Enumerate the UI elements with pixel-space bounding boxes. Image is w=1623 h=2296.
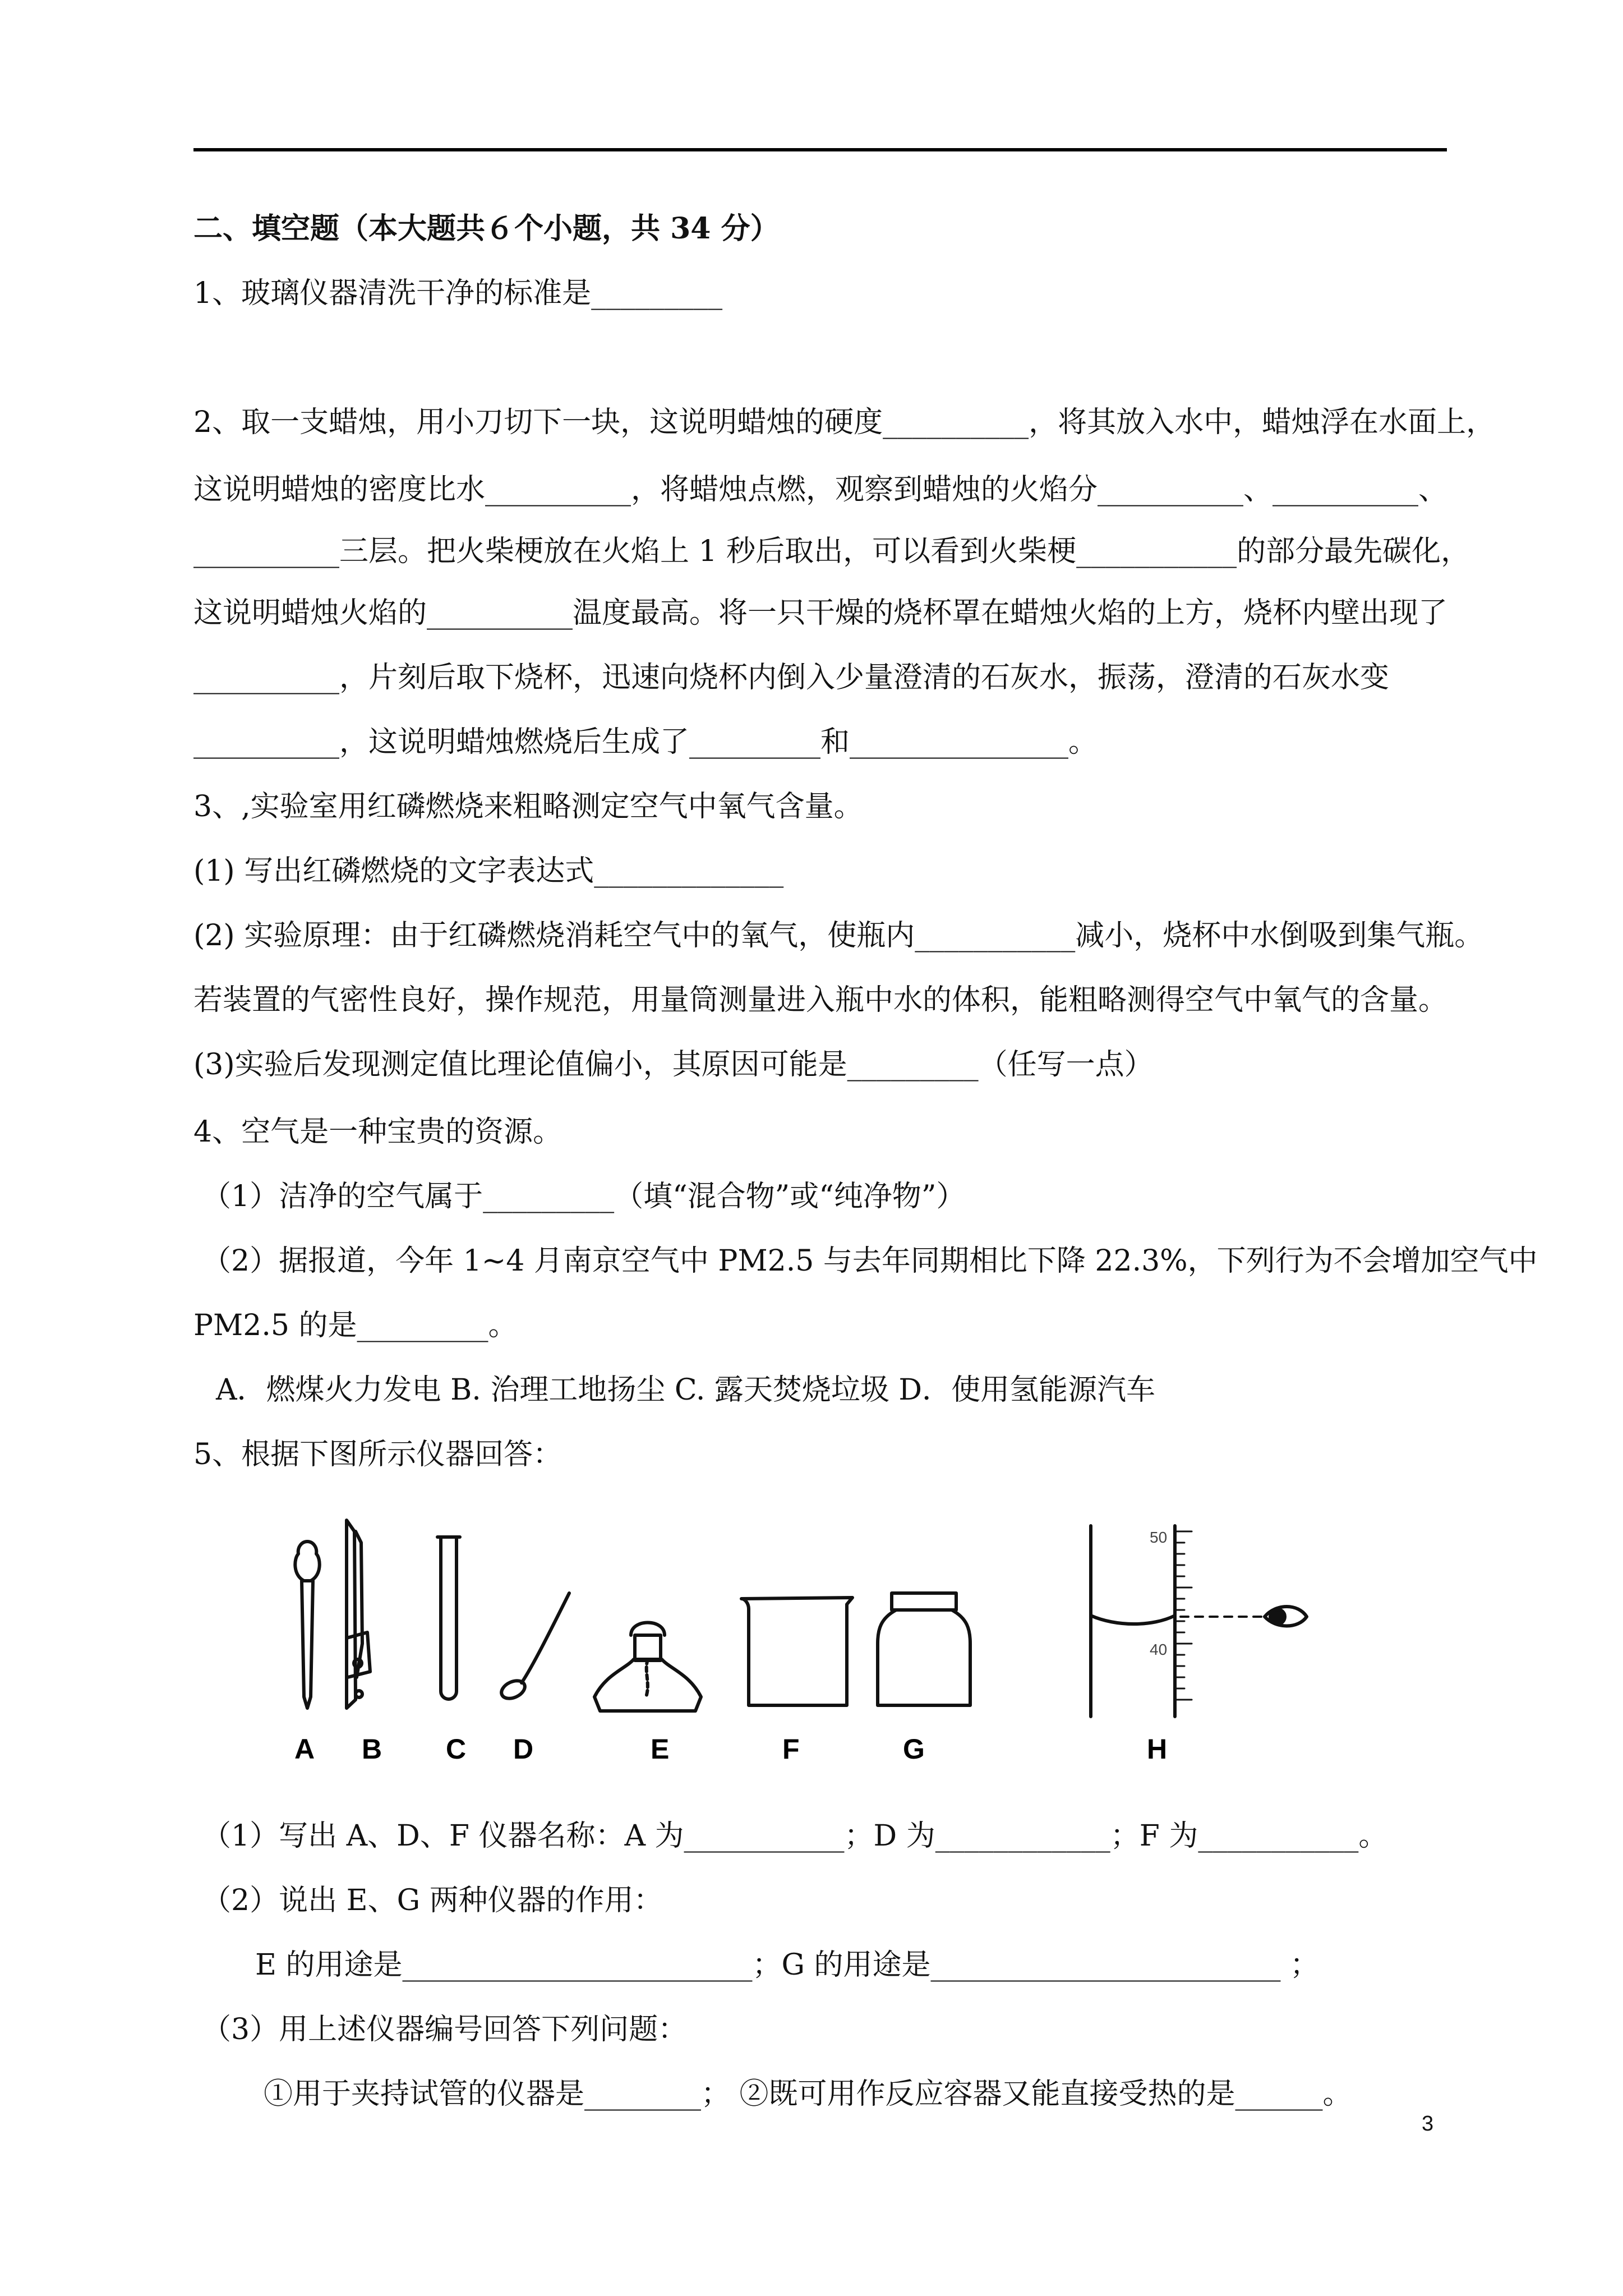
question-2-line-1: 2、取一支蜡烛，用小刀切下一块，这说明蜡烛的硬度__________，将其放入水中，蜡烛浮在水面上， xyxy=(193,406,1496,439)
question-4-options: A．燃煤火力发电 B. 治理工地扬尘 C. 露天焚烧垃圾 D．使用氢能源汽车 xyxy=(216,1373,1156,1407)
test-tube-holder-icon xyxy=(347,1520,370,1708)
question-4-part-1: （1）洁净的空气属于_________（填“混合物”或“纯净物”） xyxy=(202,1180,966,1213)
cylinder-tick-50: 50 xyxy=(1150,1529,1168,1546)
beaker-icon xyxy=(741,1598,852,1705)
label-a: A xyxy=(294,1733,315,1765)
section-title: 二、填空题（本大题共６个小题，共 34 分） xyxy=(193,211,780,246)
label-f: F xyxy=(782,1733,800,1765)
question-5-part-2: （2）说出 E、G 两种仪器的作用： xyxy=(202,1884,663,1917)
question-2-line-5: __________，片刻后取下烧杯，迅速向烧杯内倒入少量澄清的石灰水，振荡，澄清的石灰水变 xyxy=(193,661,1390,694)
question-5-part-1: （1）写出 A、D、F 仪器名称：A 为___________；D 为____________；F 为___________。 xyxy=(202,1819,1388,1853)
label-d: D xyxy=(513,1733,534,1765)
question-2-line-6: __________，这说明蜡烛燃烧后生成了_________和_______________。 xyxy=(193,725,1098,759)
question-2-line-2: 这说明蜡烛的密度比水__________，将蜡烛点燃，观察到蜡烛的火焰分__________、__________、 xyxy=(193,473,1448,507)
label-e: E xyxy=(651,1733,670,1765)
question-3-part-1: (1) 写出红磷燃烧的文字表达式_____________ xyxy=(193,854,784,888)
question-4-intro: 4、空气是一种宝贵的资源。 xyxy=(193,1115,562,1149)
question-3-part-2b: 若装置的气密性良好，操作规范，用量筒测量进入瓶中水的体积，能粗略测得空气中氧气的含量。 xyxy=(193,983,1448,1017)
eye-icon xyxy=(1265,1607,1307,1626)
label-b: B xyxy=(362,1733,382,1765)
header-rule xyxy=(193,148,1447,151)
page-number: 3 xyxy=(1422,2112,1434,2136)
question-2-line-4: 这说明蜡烛火焰的__________温度最高。将一只干燥的烧杯罩在蜡烛火焰的上方，烧杯内壁出现了 xyxy=(193,596,1448,630)
alcohol-lamp-icon xyxy=(594,1623,701,1711)
spoon-icon xyxy=(499,1593,569,1702)
question-2-line-3: __________三层。把火柴梗放在火焰上 1 秒后取出，可以看到火柴梗___________的部分最先碳化， xyxy=(193,535,1470,568)
question-5-part-3a: ①用于夹持试管的仪器是________； ②既可用作反应容器又能直接受热的是______。 xyxy=(264,2077,1352,2111)
question-4-part-2b: PM2.5 的是_________。 xyxy=(193,1309,518,1342)
question-4-part-2a: （2）据报道，今年 1~4 月南京空气中 PM2.5 与去年同期相比下降 22.3%，下列行为不会增加空气中 xyxy=(202,1244,1538,1278)
question-5-part-2a: E 的用途是________________________；G 的用途是________________________ ； xyxy=(255,1948,1320,1982)
cylinder-tick-40: 40 xyxy=(1150,1641,1168,1658)
question-5-intro: 5、根据下图所示仪器回答： xyxy=(193,1438,562,1471)
test-tube-icon xyxy=(437,1537,460,1699)
label-c: C xyxy=(446,1733,467,1765)
instruments-figure xyxy=(258,1509,1324,1773)
question-3-part-2a: (2) 实验原理：由于红磷燃烧消耗空气中的氧气，使瓶内___________减小，烧杯中水倒吸到集气瓶。 xyxy=(193,919,1484,953)
question-5-part-3: （3）用上述仪器编号回答下列问题： xyxy=(202,2013,688,2046)
question-1: 1、玻璃仪器清洗干净的标准是_________ xyxy=(193,277,723,310)
graduated-cylinder-icon xyxy=(1091,1526,1262,1717)
label-g: G xyxy=(903,1733,925,1765)
question-3-intro: 3、,实验室用红磷燃烧来粗略测定空气中氧气含量。 xyxy=(193,790,863,823)
wide-mouth-bottle-icon xyxy=(878,1593,970,1705)
dropper-icon xyxy=(295,1542,319,1708)
label-h: H xyxy=(1147,1733,1168,1765)
question-3-part-3: (3)实验后发现测定值比理论值偏小，其原因可能是_________（任写一点） xyxy=(193,1048,1154,1082)
